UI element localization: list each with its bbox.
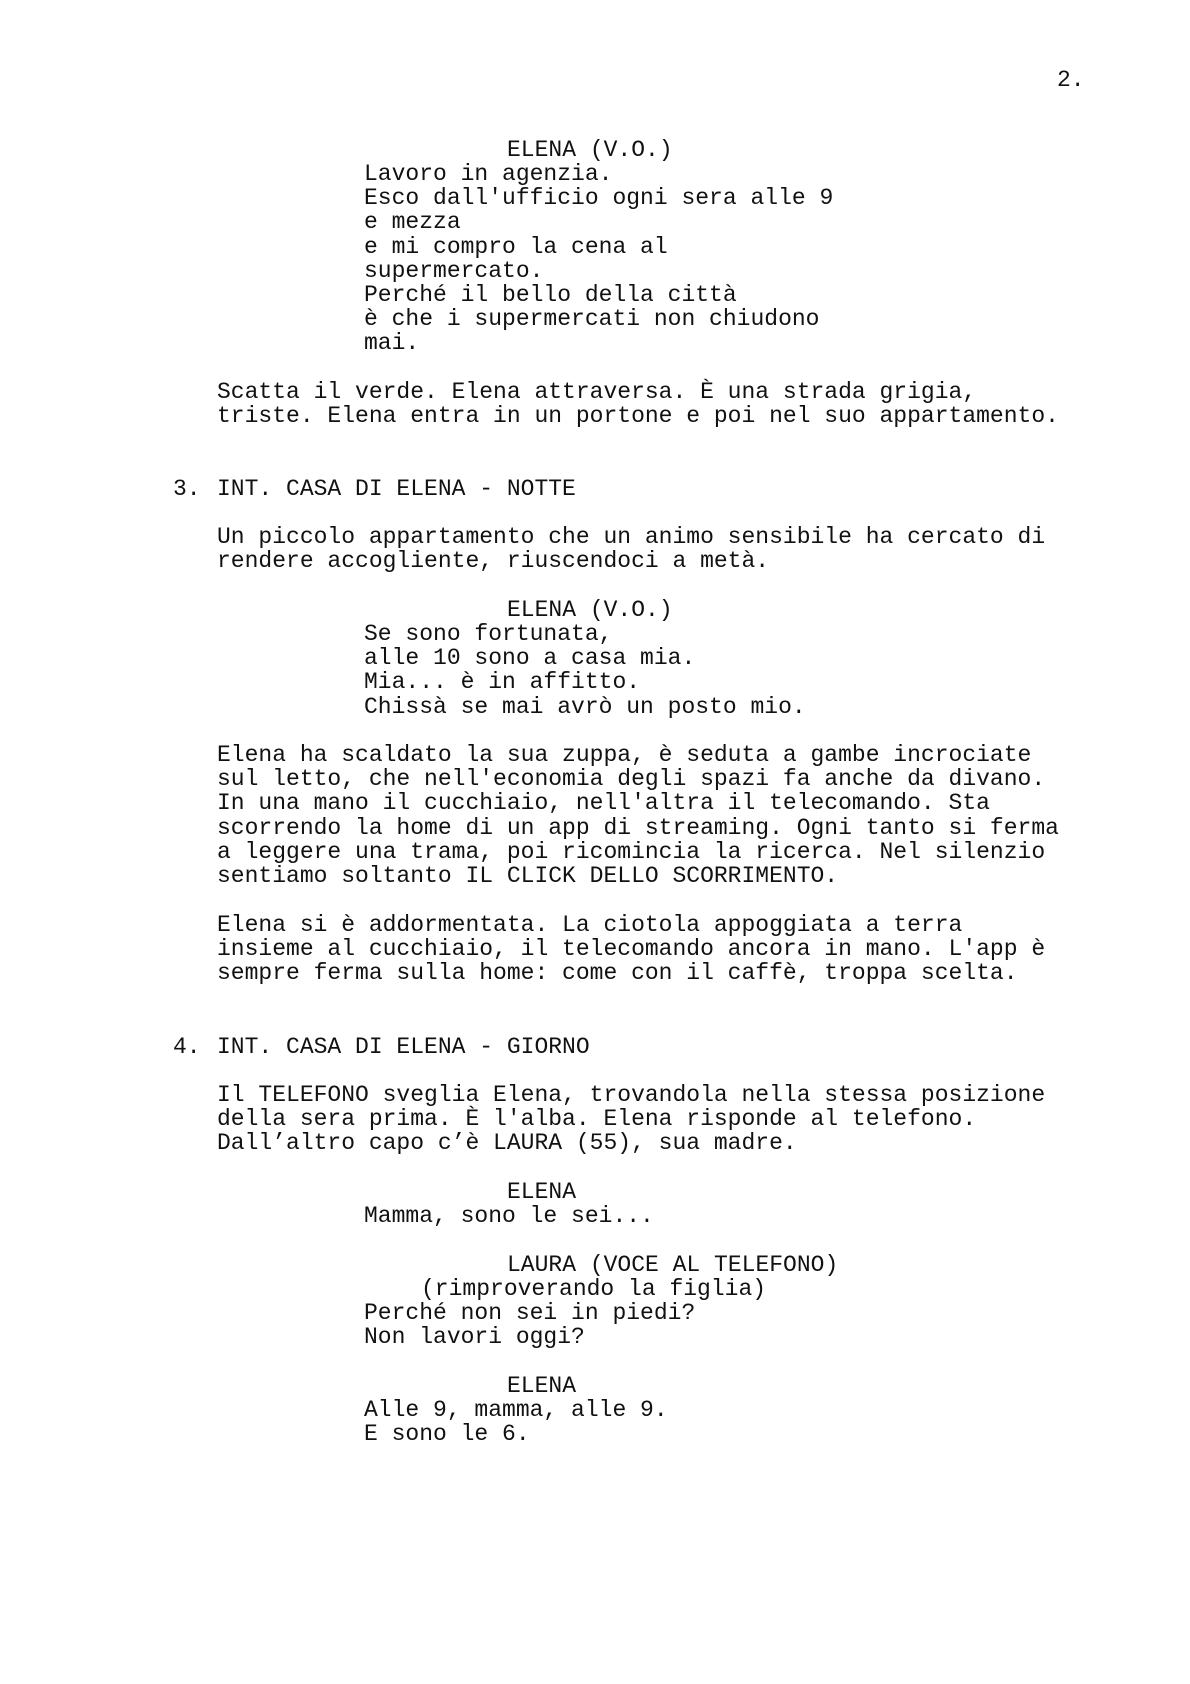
dialogue-line: Chissà se mai avrò un posto mio.	[364, 694, 806, 720]
action-line: a leggere una trama, poi ricomincia la ricerca. Nel silenzio	[217, 839, 1046, 865]
scene-number: 3.	[173, 476, 201, 502]
action-line: Dall’altro capo c’è LAURA (55), sua madre.	[217, 1130, 797, 1156]
dialogue-line: Perché il bello della città	[364, 282, 737, 308]
dialogue-line: Esco dall'ufficio ogni sera alle 9	[364, 185, 834, 211]
dialogue-line: E sono le 6.	[364, 1421, 530, 1447]
action-line: Elena si è addormentata. La ciotola appoggiata a terra	[217, 912, 963, 938]
dialogue-line: Perché non sei in piedi?	[364, 1300, 696, 1326]
action-line: sentiamo soltanto IL CLICK DELLO SCORRIMENTO.	[217, 863, 839, 889]
action-line: Elena ha scaldato la sua zuppa, è seduta a gambe incrociate	[217, 742, 1032, 768]
dialogue-line: mai.	[364, 330, 420, 356]
page-number: 2.	[1057, 67, 1085, 93]
dialogue-line: supermercato.	[364, 258, 544, 284]
character-cue: LAURA (VOCE AL TELEFONO)	[507, 1252, 839, 1278]
parenthetical: (rimproverando la figlia)	[421, 1276, 767, 1302]
dialogue-line: alle 10 sono a casa mia.	[364, 645, 696, 671]
character-cue: ELENA	[507, 1373, 577, 1399]
action-line: sempre ferma sulla home: come con il caffè, troppa scelta.	[217, 960, 1018, 986]
dialogue-line: Se sono fortunata,	[364, 621, 613, 647]
action-line: Il TELEFONO sveglia Elena, trovandola nella stessa posizione	[217, 1082, 1046, 1108]
action-line: Scatta il verde. Elena attraversa. È una strada grigia,	[217, 379, 977, 405]
action-line: scorrendo la home di un app di streaming. Ogni tanto si ferma	[217, 815, 1059, 841]
dialogue-line: Mamma, sono le sei...	[364, 1203, 654, 1229]
dialogue-line: Non lavori oggi?	[364, 1324, 585, 1350]
dialogue-line: e mi compro la cena al	[364, 234, 668, 260]
dialogue-line: Alle 9, mamma, alle 9.	[364, 1397, 668, 1423]
action-line: triste. Elena entra in un portone e poi nel suo appartamento.	[217, 403, 1059, 429]
action-line: insieme al cucchiaio, il telecomando ancora in mano. L'app è	[217, 936, 1046, 962]
action-line: sul letto, che nell'economia degli spazi fa anche da divano.	[217, 766, 1046, 792]
character-cue: ELENA (V.O.)	[507, 597, 673, 623]
dialogue-line: è che i supermercati non chiudono	[364, 306, 820, 332]
action-line: Un piccolo appartamento che un animo sensibile ha cercato di	[217, 524, 1046, 550]
scene-heading: INT. CASA DI ELENA - GIORNO	[217, 1034, 590, 1060]
character-cue: ELENA (V.O.)	[507, 137, 673, 163]
dialogue-line: Mia... è in affitto.	[364, 669, 641, 695]
scene-heading: INT. CASA DI ELENA - NOTTE	[217, 476, 576, 502]
scene-number: 4.	[173, 1034, 201, 1060]
dialogue-line: Lavoro in agenzia.	[364, 161, 613, 187]
action-line: In una mano il cucchiaio, nell'altra il telecomando. Sta	[217, 790, 990, 816]
action-line: rendere accogliente, riuscendoci a metà.	[217, 548, 770, 574]
character-cue: ELENA	[507, 1179, 577, 1205]
action-line: della sera prima. È l'alba. Elena risponde al telefono.	[217, 1106, 977, 1132]
dialogue-line: e mezza	[364, 209, 461, 235]
